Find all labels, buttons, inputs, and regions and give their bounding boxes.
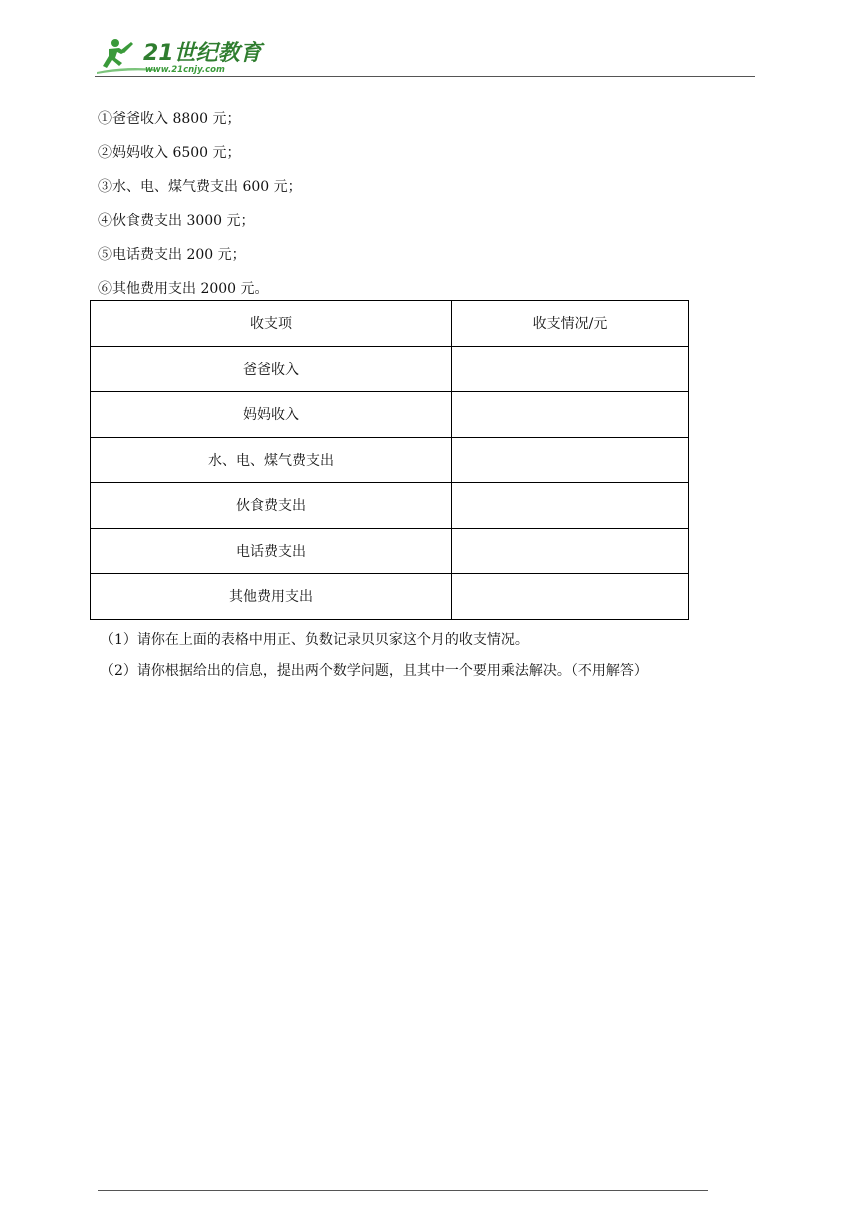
table-cell-amount[interactable] [452,346,689,392]
header-rule [95,76,755,77]
page-header [95,36,755,78]
table-cell-item: 爸爸收入 [91,346,452,392]
table-header-item: 收支项 [91,301,452,347]
item-line: ⑥其他费用支出 2000 元。 [98,281,269,297]
footer-rule [98,1190,708,1191]
table-header-row [91,301,689,347]
table-header-amount: 收支情况/元 [452,301,689,347]
table-row [91,483,689,529]
table-row [91,528,689,574]
table-row [91,437,689,483]
table-cell-item: 水、电、煤气费支出 [91,437,452,483]
questions [100,625,648,687]
table-row [91,574,689,620]
table-cell-amount[interactable] [452,483,689,529]
item-line: ③水、电、煤气费支出 600 元； [98,179,302,195]
item-line: ⑤电话费支出 200 元； [98,247,246,263]
income-expense-table [90,300,689,620]
table-cell-amount[interactable] [452,574,689,620]
item-line: ②妈妈收入 6500 元； [98,145,241,161]
table-cell-item: 妈妈收入 [91,392,452,438]
given-items [98,102,302,306]
item-line: ①爸爸收入 8800 元； [98,111,241,127]
table-cell-amount[interactable] [452,437,689,483]
table-cell-item: 电话费支出 [91,528,452,574]
item-line: ④伙食费支出 3000 元； [98,213,255,229]
table-cell-item: 伙食费支出 [91,483,452,529]
table-cell-amount[interactable] [452,392,689,438]
svg-text:21世纪教育: 21世纪教育 [143,41,262,66]
table-row [91,346,689,392]
question-1: （1）请你在上面的表格中用正、负数记录贝贝家这个月的收支情况。 [100,632,529,648]
logo-21cnjy [95,36,265,76]
table-cell-amount[interactable] [452,528,689,574]
table-row [91,392,689,438]
table-cell-item: 其他费用支出 [91,574,452,620]
svg-text:www.21cnjy.com: www.21cnjy.com [145,65,225,75]
question-2: （2）请你根据给出的信息，提出两个数学问题，且其中一个要用乘法解决。（不用解答） [100,663,648,679]
